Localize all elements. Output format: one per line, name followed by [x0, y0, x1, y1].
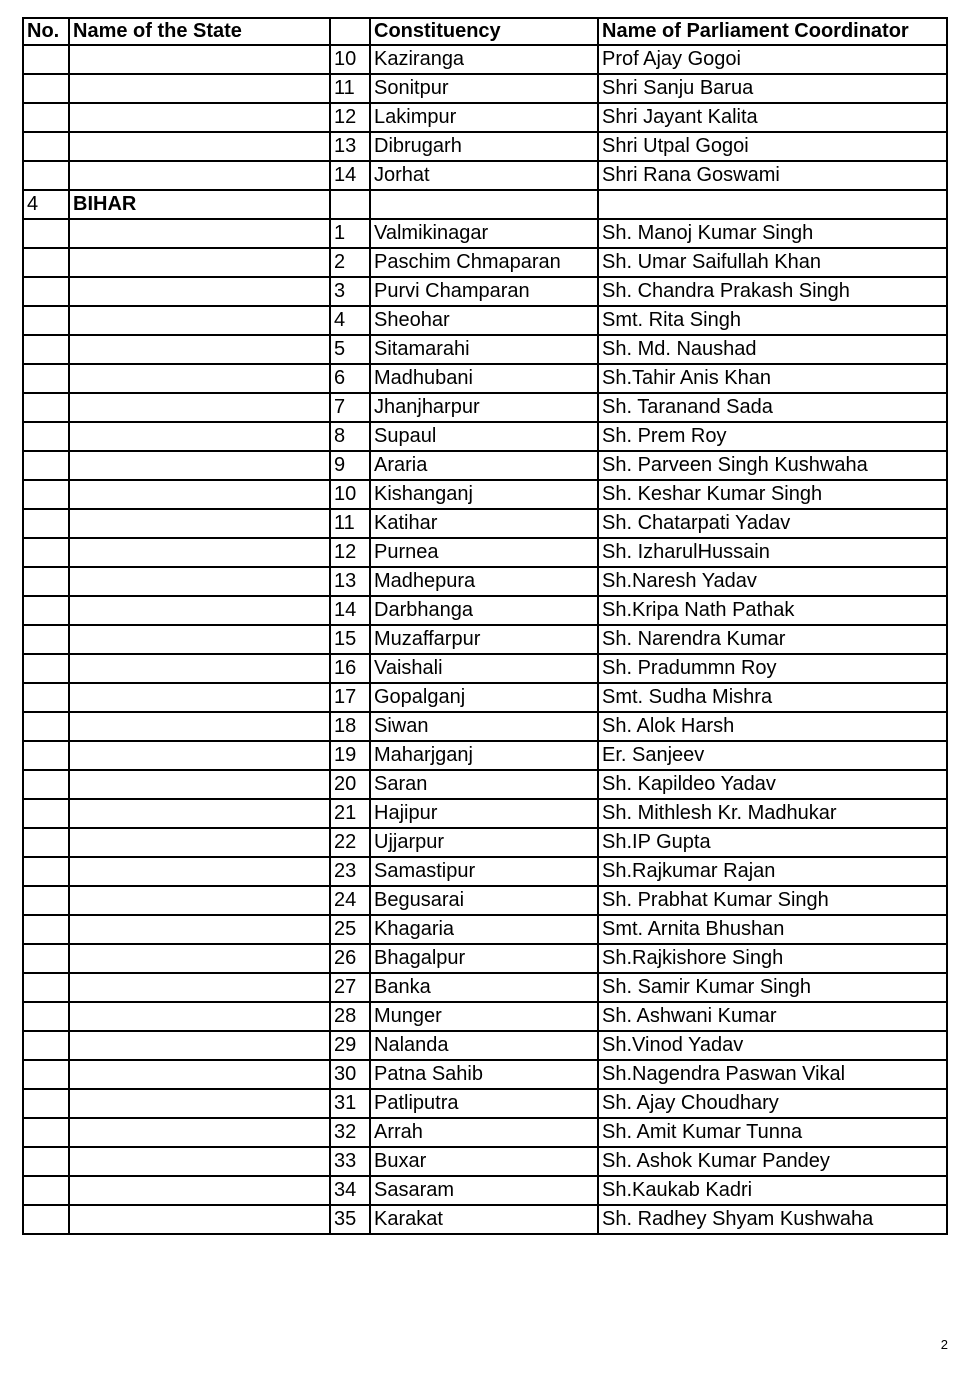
coordinator-name-cell: Smt. Rita Singh: [598, 306, 947, 335]
constituency-name-cell: Dibrugarh: [370, 132, 598, 161]
table-row: [23, 828, 947, 857]
constituency-name-cell: Saran: [370, 770, 598, 799]
coordinator-name-cell: Sh.Kripa Nath Pathak: [598, 596, 947, 625]
state-name-cell: [69, 799, 330, 828]
row-no-cell: [23, 712, 69, 741]
coordinator-name-cell: Sh. Radhey Shyam Kushwaha: [598, 1205, 947, 1234]
coordinator-name-cell: Sh. Amit Kumar Tunna: [598, 1118, 947, 1147]
state-name-cell: [69, 45, 330, 74]
table-row: [23, 509, 947, 538]
state-name-cell: [69, 335, 330, 364]
table-row: [23, 306, 947, 335]
state-name-cell: [69, 1060, 330, 1089]
coordinator-name-cell: Shri Sanju Barua: [598, 74, 947, 103]
constituency-name-cell: Sitamarahi: [370, 335, 598, 364]
table-row: [23, 596, 947, 625]
coordinator-name-cell: Sh.IP Gupta: [598, 828, 947, 857]
constituency-name-cell: Bhagalpur: [370, 944, 598, 973]
state-name-cell: [69, 973, 330, 1002]
constituency-name-cell: Nalanda: [370, 1031, 598, 1060]
table-row: [23, 683, 947, 712]
constituency-name-cell: Sasaram: [370, 1176, 598, 1205]
row-no-cell: [23, 915, 69, 944]
table-row: [23, 886, 947, 915]
coordinator-name-cell: Sh.Nagendra Paswan Vikal: [598, 1060, 947, 1089]
state-name-cell: [69, 828, 330, 857]
row-no-cell: [23, 422, 69, 451]
coordinator-name-cell: Sh. Manoj Kumar Singh: [598, 219, 947, 248]
constituency-number-cell: 17: [330, 683, 370, 712]
row-no-cell: [23, 161, 69, 190]
row-no-cell: [23, 596, 69, 625]
row-no-cell: [23, 973, 69, 1002]
constituency-number-cell: 18: [330, 712, 370, 741]
coordinator-name-cell: Sh. Chatarpati Yadav: [598, 509, 947, 538]
state-name-cell: [69, 132, 330, 161]
constituency-number-cell: 33: [330, 1147, 370, 1176]
constituency-number-cell: 10: [330, 480, 370, 509]
header-serial: [330, 18, 370, 45]
state-name-cell: [69, 538, 330, 567]
row-no-cell: [23, 567, 69, 596]
constituency-number-cell: 6: [330, 364, 370, 393]
table-row: [23, 161, 947, 190]
coordinator-name-cell: Sh.Tahir Anis Khan: [598, 364, 947, 393]
constituency-name-cell: Banka: [370, 973, 598, 1002]
constituency-number-cell: 12: [330, 103, 370, 132]
state-name-cell: [69, 422, 330, 451]
row-no-cell: [23, 393, 69, 422]
state-name-cell: [69, 857, 330, 886]
coordinator-name-cell: Shri Jayant Kalita: [598, 103, 947, 132]
table-row: [23, 393, 947, 422]
constituency-number-cell: 14: [330, 161, 370, 190]
table-row: [23, 132, 947, 161]
row-no-cell: [23, 451, 69, 480]
constituency-number-cell: 13: [330, 567, 370, 596]
coordinator-name-cell: Sh. Chandra Prakash Singh: [598, 277, 947, 306]
constituency-number-cell: 29: [330, 1031, 370, 1060]
row-no-cell: [23, 741, 69, 770]
header-state: Name of the State: [69, 18, 330, 45]
row-no-cell: [23, 944, 69, 973]
constituency-number-cell: 28: [330, 1002, 370, 1031]
page-number: 2: [940, 1337, 948, 1352]
table-row: [23, 567, 947, 596]
table-row: [23, 335, 947, 364]
row-no-cell: [23, 1176, 69, 1205]
state-name-cell: [69, 219, 330, 248]
table-row: [23, 915, 947, 944]
coordinator-name-cell: Sh. Keshar Kumar Singh: [598, 480, 947, 509]
coordinator-name-cell: Sh. Prem Roy: [598, 422, 947, 451]
constituency-number-cell: [330, 190, 370, 219]
constituency-number-cell: 24: [330, 886, 370, 915]
constituency-name-cell: Samastipur: [370, 857, 598, 886]
table-row: [23, 654, 947, 683]
state-name-cell: BIHAR: [69, 190, 330, 219]
row-no-cell: [23, 219, 69, 248]
state-name-cell: [69, 161, 330, 190]
constituency-number-cell: 7: [330, 393, 370, 422]
state-name-cell: [69, 944, 330, 973]
state-name-cell: [69, 248, 330, 277]
state-name-cell: [69, 103, 330, 132]
constituency-name-cell: Gopalganj: [370, 683, 598, 712]
table-row: [23, 712, 947, 741]
constituency-name-cell: Araria: [370, 451, 598, 480]
constituency-name-cell: Jorhat: [370, 161, 598, 190]
table-row: [23, 1205, 947, 1234]
state-name-cell: [69, 1147, 330, 1176]
state-name-cell: [69, 567, 330, 596]
coordinator-table: [22, 17, 948, 1235]
table-row: [23, 219, 947, 248]
constituency-name-cell: Madhubani: [370, 364, 598, 393]
row-no-cell: [23, 1147, 69, 1176]
constituency-name-cell: Begusarai: [370, 886, 598, 915]
coordinator-name-cell: Sh. Parveen Singh Kushwaha: [598, 451, 947, 480]
state-name-cell: [69, 74, 330, 103]
header-coordinator: Name of Parliament Coordinator: [598, 18, 947, 45]
row-no-cell: [23, 103, 69, 132]
state-name-cell: [69, 625, 330, 654]
coordinator-name-cell: Sh.Vinod Yadav: [598, 1031, 947, 1060]
state-name-cell: [69, 1002, 330, 1031]
constituency-name-cell: Khagaria: [370, 915, 598, 944]
constituency-name-cell: Sonitpur: [370, 74, 598, 103]
state-name-cell: [69, 306, 330, 335]
row-no-cell: [23, 277, 69, 306]
constituency-number-cell: 23: [330, 857, 370, 886]
table-row: [23, 248, 947, 277]
coordinator-name-cell: Shri Rana Goswami: [598, 161, 947, 190]
state-name-cell: [69, 654, 330, 683]
constituency-number-cell: 20: [330, 770, 370, 799]
coordinator-name-cell: Sh. Taranand Sada: [598, 393, 947, 422]
table-row: [23, 799, 947, 828]
table-row: [23, 45, 947, 74]
header-constituency: Constituency: [370, 18, 598, 45]
state-name-cell: [69, 741, 330, 770]
constituency-name-cell: Karakat: [370, 1205, 598, 1234]
constituency-name-cell: Arrah: [370, 1118, 598, 1147]
row-no-cell: [23, 1060, 69, 1089]
table-body: [23, 45, 947, 1234]
coordinator-name-cell: Sh. Ajay Choudhary: [598, 1089, 947, 1118]
table-row: [23, 1002, 947, 1031]
coordinator-name-cell: Sh. Mithlesh Kr. Madhukar: [598, 799, 947, 828]
constituency-name-cell: Ujjarpur: [370, 828, 598, 857]
row-no-cell: [23, 770, 69, 799]
state-name-cell: [69, 480, 330, 509]
constituency-number-cell: 14: [330, 596, 370, 625]
state-name-cell: [69, 1118, 330, 1147]
table-row: [23, 973, 947, 1002]
coordinator-name-cell: Sh.Rajkumar Rajan: [598, 857, 947, 886]
coordinator-name-cell: Shri Utpal Gogoi: [598, 132, 947, 161]
coordinator-name-cell: Sh. Pradummn Roy: [598, 654, 947, 683]
constituency-number-cell: 1: [330, 219, 370, 248]
row-no-cell: [23, 509, 69, 538]
constituency-name-cell: Muzaffarpur: [370, 625, 598, 654]
coordinator-name-cell: Sh.Kaukab Kadri: [598, 1176, 947, 1205]
row-no-cell: [23, 335, 69, 364]
table-row: [23, 74, 947, 103]
coordinator-name-cell: Sh. IzharulHussain: [598, 538, 947, 567]
constituency-name-cell: Purvi Champaran: [370, 277, 598, 306]
table-row: [23, 1060, 947, 1089]
constituency-name-cell: Sheohar: [370, 306, 598, 335]
table-row: [23, 1176, 947, 1205]
constituency-name-cell: Patliputra: [370, 1089, 598, 1118]
table-row: [23, 1089, 947, 1118]
constituency-name-cell: Siwan: [370, 712, 598, 741]
coordinator-name-cell: Sh. Umar Saifullah Khan: [598, 248, 947, 277]
constituency-name-cell: Kishanganj: [370, 480, 598, 509]
table-row: [23, 451, 947, 480]
row-no-cell: [23, 886, 69, 915]
row-no-cell: [23, 799, 69, 828]
row-no-cell: [23, 857, 69, 886]
row-no-cell: [23, 1205, 69, 1234]
constituency-number-cell: 34: [330, 1176, 370, 1205]
row-no-cell: [23, 1089, 69, 1118]
table-row: [23, 538, 947, 567]
table-row: [23, 480, 947, 509]
table-row: [23, 190, 947, 219]
constituency-number-cell: 10: [330, 45, 370, 74]
row-no-cell: [23, 74, 69, 103]
coordinator-name-cell: Sh. Alok Harsh: [598, 712, 947, 741]
row-no-cell: [23, 625, 69, 654]
constituency-name-cell: Lakimpur: [370, 103, 598, 132]
row-no-cell: [23, 306, 69, 335]
row-no-cell: [23, 45, 69, 74]
coordinator-name-cell: Sh. Ashok Kumar Pandey: [598, 1147, 947, 1176]
table-row: [23, 364, 947, 393]
row-no-cell: [23, 1002, 69, 1031]
table-row: [23, 277, 947, 306]
constituency-number-cell: 21: [330, 799, 370, 828]
state-name-cell: [69, 1089, 330, 1118]
constituency-number-cell: 9: [330, 451, 370, 480]
row-no-cell: [23, 132, 69, 161]
row-no-cell: [23, 538, 69, 567]
coordinator-name-cell: Sh. Ashwani Kumar: [598, 1002, 947, 1031]
constituency-number-cell: 25: [330, 915, 370, 944]
row-no-cell: [23, 480, 69, 509]
coordinator-name-cell: Sh. Prabhat Kumar Singh: [598, 886, 947, 915]
constituency-name-cell: Madhepura: [370, 567, 598, 596]
coordinator-name-cell: Smt. Arnita Bhushan: [598, 915, 947, 944]
state-name-cell: [69, 393, 330, 422]
constituency-name-cell: Paschim Chmaparan: [370, 248, 598, 277]
table-row: [23, 625, 947, 654]
constituency-number-cell: 30: [330, 1060, 370, 1089]
state-name-cell: [69, 1205, 330, 1234]
constituency-number-cell: 32: [330, 1118, 370, 1147]
constituency-name-cell: Katihar: [370, 509, 598, 538]
coordinator-name-cell: Sh. Md. Naushad: [598, 335, 947, 364]
constituency-name-cell: Kaziranga: [370, 45, 598, 74]
table-row: [23, 741, 947, 770]
row-no-cell: [23, 364, 69, 393]
coordinator-name-cell: Sh. Kapildeo Yadav: [598, 770, 947, 799]
row-no-cell: [23, 1031, 69, 1060]
row-no-cell: 4: [23, 190, 69, 219]
constituency-number-cell: 27: [330, 973, 370, 1002]
row-no-cell: [23, 828, 69, 857]
table-row: [23, 857, 947, 886]
state-name-cell: [69, 1031, 330, 1060]
table-row: [23, 103, 947, 132]
constituency-name-cell: Purnea: [370, 538, 598, 567]
constituency-number-cell: 2: [330, 248, 370, 277]
constituency-name-cell: Munger: [370, 1002, 598, 1031]
constituency-name-cell: Hajipur: [370, 799, 598, 828]
constituency-number-cell: 3: [330, 277, 370, 306]
state-name-cell: [69, 683, 330, 712]
coordinator-name-cell: [598, 190, 947, 219]
constituency-name-cell: [370, 190, 598, 219]
state-name-cell: [69, 1176, 330, 1205]
constituency-number-cell: 11: [330, 74, 370, 103]
table-row: [23, 1031, 947, 1060]
state-name-cell: [69, 451, 330, 480]
constituency-number-cell: 8: [330, 422, 370, 451]
coordinator-name-cell: Sh. Narendra Kumar: [598, 625, 947, 654]
constituency-number-cell: 35: [330, 1205, 370, 1234]
row-no-cell: [23, 683, 69, 712]
table-row: [23, 422, 947, 451]
state-name-cell: [69, 364, 330, 393]
header-row: [23, 18, 947, 45]
header-no: No.: [23, 18, 69, 45]
constituency-number-cell: 22: [330, 828, 370, 857]
constituency-name-cell: Jhanjharpur: [370, 393, 598, 422]
coordinator-name-cell: Smt. Sudha Mishra: [598, 683, 947, 712]
row-no-cell: [23, 1118, 69, 1147]
state-name-cell: [69, 712, 330, 741]
constituency-name-cell: Valmikinagar: [370, 219, 598, 248]
table-row: [23, 1118, 947, 1147]
row-no-cell: [23, 654, 69, 683]
constituency-name-cell: Maharjganj: [370, 741, 598, 770]
constituency-name-cell: Supaul: [370, 422, 598, 451]
coordinator-name-cell: Sh.Naresh Yadav: [598, 567, 947, 596]
constituency-number-cell: 13: [330, 132, 370, 161]
row-no-cell: [23, 248, 69, 277]
constituency-number-cell: 15: [330, 625, 370, 654]
constituency-number-cell: 4: [330, 306, 370, 335]
state-name-cell: [69, 277, 330, 306]
constituency-number-cell: 31: [330, 1089, 370, 1118]
state-name-cell: [69, 509, 330, 538]
constituency-name-cell: Darbhanga: [370, 596, 598, 625]
state-name-cell: [69, 886, 330, 915]
state-name-cell: [69, 770, 330, 799]
constituency-name-cell: Patna Sahib: [370, 1060, 598, 1089]
table-row: [23, 944, 947, 973]
constituency-number-cell: 16: [330, 654, 370, 683]
coordinator-name-cell: Prof Ajay Gogoi: [598, 45, 947, 74]
constituency-number-cell: 12: [330, 538, 370, 567]
constituency-name-cell: Vaishali: [370, 654, 598, 683]
constituency-number-cell: 11: [330, 509, 370, 538]
coordinator-name-cell: Sh. Samir Kumar Singh: [598, 973, 947, 1002]
coordinator-name-cell: Er. Sanjeev: [598, 741, 947, 770]
state-name-cell: [69, 596, 330, 625]
table-row: [23, 1147, 947, 1176]
state-name-cell: [69, 915, 330, 944]
constituency-name-cell: Buxar: [370, 1147, 598, 1176]
constituency-number-cell: 19: [330, 741, 370, 770]
constituency-number-cell: 26: [330, 944, 370, 973]
table-header: [23, 18, 947, 45]
table-row: [23, 770, 947, 799]
constituency-number-cell: 5: [330, 335, 370, 364]
coordinator-name-cell: Sh.Rajkishore Singh: [598, 944, 947, 973]
